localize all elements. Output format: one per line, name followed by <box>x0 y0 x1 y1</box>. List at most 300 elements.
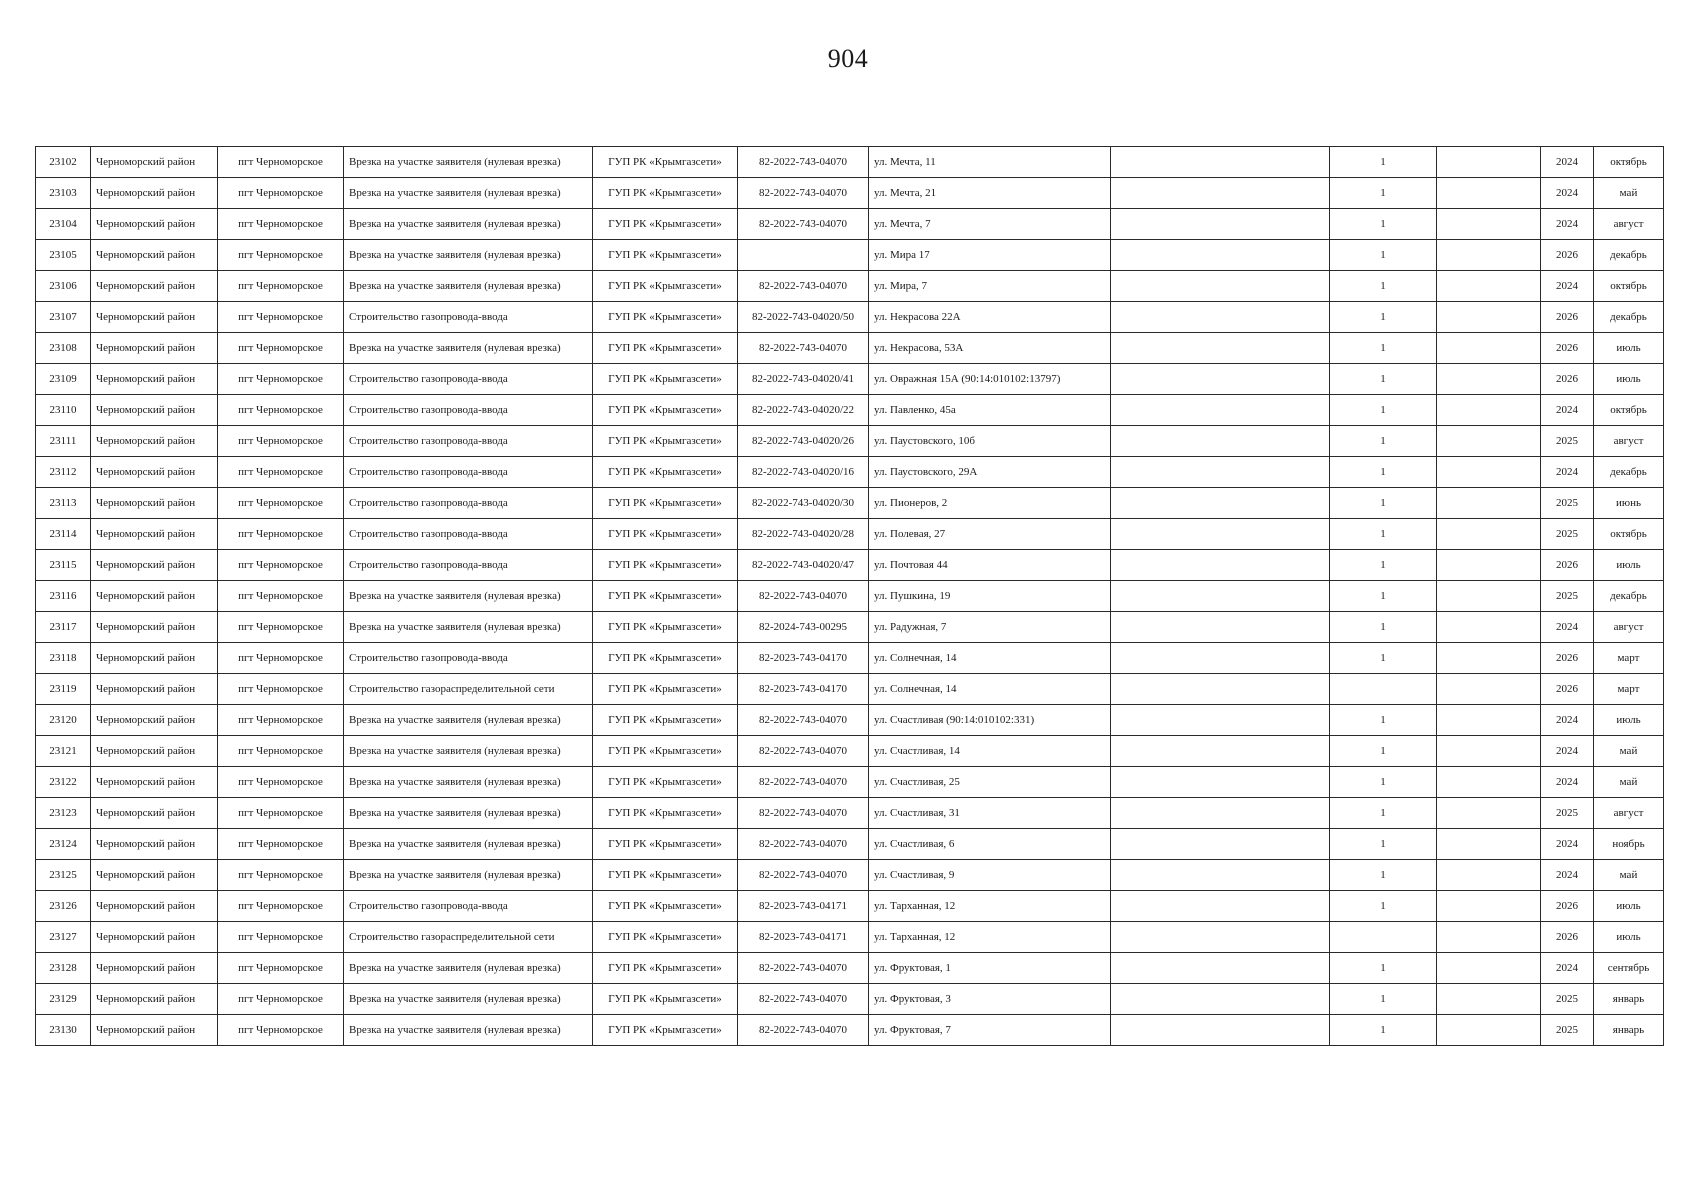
year-cell: 2025 <box>1541 1015 1594 1046</box>
quantity-cell: 1 <box>1330 736 1437 767</box>
empty-cell <box>1111 1015 1330 1046</box>
district-cell: Черноморский район <box>91 147 218 178</box>
project-code-cell: 82-2022-743-04070 <box>738 178 869 209</box>
district-cell: Черноморский район <box>91 457 218 488</box>
empty-cell <box>1437 550 1541 581</box>
month-cell: декабрь <box>1594 457 1664 488</box>
month-cell: май <box>1594 178 1664 209</box>
quantity-cell: 1 <box>1330 488 1437 519</box>
empty-cell <box>1111 643 1330 674</box>
district-cell: Черноморский район <box>91 209 218 240</box>
empty-cell <box>1437 488 1541 519</box>
address-cell: ул. Паустовского, 10б <box>869 426 1111 457</box>
quantity-cell <box>1330 674 1437 705</box>
project-code-cell: 82-2024-743-00295 <box>738 612 869 643</box>
work-type-cell: Врезка на участке заявителя (нулевая врезка) <box>344 271 593 302</box>
address-cell: ул. Счастливая, 9 <box>869 860 1111 891</box>
address-cell: ул. Радужная, 7 <box>869 612 1111 643</box>
work-type-cell: Строительство газопровода-ввода <box>344 426 593 457</box>
table-row <box>36 674 1664 705</box>
empty-cell <box>1437 271 1541 302</box>
empty-cell <box>1437 519 1541 550</box>
table-row <box>36 240 1664 271</box>
month-cell: март <box>1594 643 1664 674</box>
month-cell: август <box>1594 798 1664 829</box>
address-cell: ул. Фруктовая, 1 <box>869 953 1111 984</box>
empty-cell <box>1437 984 1541 1015</box>
table-row <box>36 302 1664 333</box>
organization-cell: ГУП РК «Крымгазсети» <box>593 674 738 705</box>
work-type-cell: Строительство газопровода-ввода <box>344 488 593 519</box>
district-cell: Черноморский район <box>91 984 218 1015</box>
row-number: 23121 <box>36 736 91 767</box>
quantity-cell: 1 <box>1330 271 1437 302</box>
address-cell: ул. Фруктовая, 7 <box>869 1015 1111 1046</box>
month-cell: май <box>1594 736 1664 767</box>
district-cell: Черноморский район <box>91 333 218 364</box>
settlement-cell: пгт Черноморское <box>218 612 344 643</box>
table-row <box>36 395 1664 426</box>
district-cell: Черноморский район <box>91 488 218 519</box>
district-cell: Черноморский район <box>91 736 218 767</box>
year-cell: 2025 <box>1541 488 1594 519</box>
empty-cell <box>1111 953 1330 984</box>
work-type-cell: Строительство газопровода-ввода <box>344 364 593 395</box>
table-row <box>36 953 1664 984</box>
empty-cell <box>1437 705 1541 736</box>
settlement-cell: пгт Черноморское <box>218 333 344 364</box>
table-row <box>36 829 1664 860</box>
year-cell: 2024 <box>1541 271 1594 302</box>
empty-cell <box>1111 891 1330 922</box>
organization-cell: ГУП РК «Крымгазсети» <box>593 457 738 488</box>
year-cell: 2025 <box>1541 581 1594 612</box>
address-cell: ул. Почтовая 44 <box>869 550 1111 581</box>
month-cell: ноябрь <box>1594 829 1664 860</box>
year-cell: 2024 <box>1541 457 1594 488</box>
table-row <box>36 984 1664 1015</box>
year-cell: 2026 <box>1541 643 1594 674</box>
year-cell: 2025 <box>1541 798 1594 829</box>
row-number: 23122 <box>36 767 91 798</box>
settlement-cell: пгт Черноморское <box>218 798 344 829</box>
work-type-cell: Врезка на участке заявителя (нулевая врезка) <box>344 178 593 209</box>
row-number: 23119 <box>36 674 91 705</box>
year-cell: 2024 <box>1541 736 1594 767</box>
project-code-cell: 82-2022-743-04070 <box>738 860 869 891</box>
empty-cell <box>1437 581 1541 612</box>
work-type-cell: Врезка на участке заявителя (нулевая врезка) <box>344 1015 593 1046</box>
row-number: 23111 <box>36 426 91 457</box>
district-cell: Черноморский район <box>91 581 218 612</box>
district-cell: Черноморский район <box>91 364 218 395</box>
empty-cell <box>1111 426 1330 457</box>
table-row <box>36 891 1664 922</box>
work-type-cell: Врезка на участке заявителя (нулевая врезка) <box>344 333 593 364</box>
month-cell: июль <box>1594 333 1664 364</box>
district-cell: Черноморский район <box>91 240 218 271</box>
table-row <box>36 364 1664 395</box>
year-cell: 2026 <box>1541 333 1594 364</box>
work-type-cell: Врезка на участке заявителя (нулевая врезка) <box>344 953 593 984</box>
table-row <box>36 612 1664 643</box>
settlement-cell: пгт Черноморское <box>218 581 344 612</box>
address-cell: ул. Тарханная, 12 <box>869 891 1111 922</box>
work-type-cell: Врезка на участке заявителя (нулевая врезка) <box>344 147 593 178</box>
district-cell: Черноморский район <box>91 178 218 209</box>
row-number: 23114 <box>36 519 91 550</box>
work-type-cell: Строительство газопровода-ввода <box>344 302 593 333</box>
empty-cell <box>1437 364 1541 395</box>
project-code-cell: 82-2022-743-04020/47 <box>738 550 869 581</box>
work-type-cell: Врезка на участке заявителя (нулевая врезка) <box>344 860 593 891</box>
organization-cell: ГУП РК «Крымгазсети» <box>593 581 738 612</box>
district-cell: Черноморский район <box>91 674 218 705</box>
district-cell: Черноморский район <box>91 519 218 550</box>
organization-cell: ГУП РК «Крымгазсети» <box>593 736 738 767</box>
empty-cell <box>1111 860 1330 891</box>
district-cell: Черноморский район <box>91 891 218 922</box>
address-cell: ул. Овражная 15А (90:14:010102:13797) <box>869 364 1111 395</box>
address-cell: ул. Счастливая (90:14:010102:331) <box>869 705 1111 736</box>
project-code-cell: 82-2022-743-04070 <box>738 209 869 240</box>
month-cell: июль <box>1594 922 1664 953</box>
year-cell: 2024 <box>1541 612 1594 643</box>
organization-cell: ГУП РК «Крымгазсети» <box>593 178 738 209</box>
district-cell: Черноморский район <box>91 860 218 891</box>
row-number: 23123 <box>36 798 91 829</box>
quantity-cell: 1 <box>1330 860 1437 891</box>
row-number: 23107 <box>36 302 91 333</box>
address-cell: ул. Мечта, 11 <box>869 147 1111 178</box>
empty-cell <box>1437 829 1541 860</box>
year-cell: 2024 <box>1541 829 1594 860</box>
row-number: 23117 <box>36 612 91 643</box>
settlement-cell: пгт Черноморское <box>218 860 344 891</box>
settlement-cell: пгт Черноморское <box>218 271 344 302</box>
year-cell: 2026 <box>1541 240 1594 271</box>
work-type-cell: Строительство газопровода-ввода <box>344 643 593 674</box>
address-cell: ул. Солнечная, 14 <box>869 674 1111 705</box>
address-cell: ул. Мира 17 <box>869 240 1111 271</box>
project-code-cell: 82-2022-743-04020/50 <box>738 302 869 333</box>
empty-cell <box>1437 767 1541 798</box>
year-cell: 2026 <box>1541 364 1594 395</box>
empty-cell <box>1111 395 1330 426</box>
settlement-cell: пгт Черноморское <box>218 519 344 550</box>
year-cell: 2026 <box>1541 550 1594 581</box>
quantity-cell: 1 <box>1330 519 1437 550</box>
district-cell: Черноморский район <box>91 798 218 829</box>
settlement-cell: пгт Черноморское <box>218 1015 344 1046</box>
settlement-cell: пгт Черноморское <box>218 302 344 333</box>
empty-cell <box>1111 581 1330 612</box>
district-cell: Черноморский район <box>91 767 218 798</box>
organization-cell: ГУП РК «Крымгазсети» <box>593 426 738 457</box>
year-cell: 2026 <box>1541 922 1594 953</box>
address-cell: ул. Полевая, 27 <box>869 519 1111 550</box>
settlement-cell: пгт Черноморское <box>218 767 344 798</box>
table-row <box>36 209 1664 240</box>
district-cell: Черноморский район <box>91 1015 218 1046</box>
settlement-cell: пгт Черноморское <box>218 953 344 984</box>
district-cell: Черноморский район <box>91 426 218 457</box>
row-number: 23109 <box>36 364 91 395</box>
empty-cell <box>1111 209 1330 240</box>
organization-cell: ГУП РК «Крымгазсети» <box>593 860 738 891</box>
month-cell: октябрь <box>1594 395 1664 426</box>
settlement-cell: пгт Черноморское <box>218 922 344 953</box>
empty-cell <box>1111 519 1330 550</box>
month-cell: август <box>1594 209 1664 240</box>
empty-cell <box>1111 612 1330 643</box>
empty-cell <box>1437 147 1541 178</box>
table-body <box>36 147 1664 1046</box>
project-code-cell: 82-2022-743-04020/41 <box>738 364 869 395</box>
row-number: 23116 <box>36 581 91 612</box>
settlement-cell: пгт Черноморское <box>218 829 344 860</box>
settlement-cell: пгт Черноморское <box>218 674 344 705</box>
settlement-cell: пгт Черноморское <box>218 364 344 395</box>
work-type-cell: Врезка на участке заявителя (нулевая врезка) <box>344 581 593 612</box>
empty-cell <box>1437 209 1541 240</box>
quantity-cell: 1 <box>1330 240 1437 271</box>
work-type-cell: Врезка на участке заявителя (нулевая врезка) <box>344 705 593 736</box>
address-cell: ул. Паустовского, 29А <box>869 457 1111 488</box>
year-cell: 2024 <box>1541 395 1594 426</box>
empty-cell <box>1111 922 1330 953</box>
empty-cell <box>1437 860 1541 891</box>
month-cell: январь <box>1594 1015 1664 1046</box>
work-type-cell: Врезка на участке заявителя (нулевая врезка) <box>344 798 593 829</box>
project-code-cell: 82-2022-743-04070 <box>738 767 869 798</box>
settlement-cell: пгт Черноморское <box>218 457 344 488</box>
address-cell: ул. Фруктовая, 3 <box>869 984 1111 1015</box>
district-cell: Черноморский район <box>91 271 218 302</box>
project-code-cell: 82-2023-743-04170 <box>738 674 869 705</box>
table-row <box>36 736 1664 767</box>
settlement-cell: пгт Черноморское <box>218 240 344 271</box>
project-code-cell: 82-2022-743-04070 <box>738 147 869 178</box>
project-code-cell: 82-2022-743-04070 <box>738 1015 869 1046</box>
empty-cell <box>1111 240 1330 271</box>
work-type-cell: Врезка на участке заявителя (нулевая врезка) <box>344 240 593 271</box>
month-cell: июль <box>1594 550 1664 581</box>
empty-cell <box>1111 457 1330 488</box>
district-cell: Черноморский район <box>91 395 218 426</box>
work-type-cell: Строительство газопровода-ввода <box>344 519 593 550</box>
organization-cell: ГУП РК «Крымгазсети» <box>593 953 738 984</box>
empty-cell <box>1437 240 1541 271</box>
quantity-cell: 1 <box>1330 798 1437 829</box>
quantity-cell: 1 <box>1330 333 1437 364</box>
organization-cell: ГУП РК «Крымгазсети» <box>593 364 738 395</box>
empty-cell <box>1437 674 1541 705</box>
year-cell: 2024 <box>1541 767 1594 798</box>
work-type-cell: Строительство газопровода-ввода <box>344 457 593 488</box>
address-cell: ул. Мечта, 21 <box>869 178 1111 209</box>
organization-cell: ГУП РК «Крымгазсети» <box>593 271 738 302</box>
organization-cell: ГУП РК «Крымгазсети» <box>593 209 738 240</box>
table-row <box>36 519 1664 550</box>
project-code-cell: 82-2022-743-04070 <box>738 271 869 302</box>
district-cell: Черноморский район <box>91 302 218 333</box>
empty-cell <box>1111 550 1330 581</box>
empty-cell <box>1437 395 1541 426</box>
table-row <box>36 147 1664 178</box>
quantity-cell: 1 <box>1330 829 1437 860</box>
organization-cell: ГУП РК «Крымгазсети» <box>593 705 738 736</box>
row-number: 23128 <box>36 953 91 984</box>
work-type-cell: Строительство газопровода-ввода <box>344 550 593 581</box>
row-number: 23103 <box>36 178 91 209</box>
month-cell: декабрь <box>1594 240 1664 271</box>
quantity-cell: 1 <box>1330 426 1437 457</box>
district-cell: Черноморский район <box>91 550 218 581</box>
settlement-cell: пгт Черноморское <box>218 984 344 1015</box>
empty-cell <box>1111 705 1330 736</box>
empty-cell <box>1111 178 1330 209</box>
empty-cell <box>1437 798 1541 829</box>
empty-cell <box>1111 147 1330 178</box>
organization-cell: ГУП РК «Крымгазсети» <box>593 612 738 643</box>
gasification-table-container <box>35 146 1664 1046</box>
district-cell: Черноморский район <box>91 829 218 860</box>
empty-cell <box>1111 488 1330 519</box>
quantity-cell: 1 <box>1330 550 1437 581</box>
month-cell: июль <box>1594 705 1664 736</box>
project-code-cell: 82-2022-743-04020/28 <box>738 519 869 550</box>
empty-cell <box>1111 333 1330 364</box>
work-type-cell: Врезка на участке заявителя (нулевая врезка) <box>344 736 593 767</box>
empty-cell <box>1111 736 1330 767</box>
work-type-cell: Строительство газораспределительной сети <box>344 922 593 953</box>
address-cell: ул. Солнечная, 14 <box>869 643 1111 674</box>
quantity-cell: 1 <box>1330 984 1437 1015</box>
settlement-cell: пгт Черноморское <box>218 736 344 767</box>
empty-cell <box>1437 426 1541 457</box>
address-cell: ул. Павленко, 45а <box>869 395 1111 426</box>
address-cell: ул. Некрасова, 53А <box>869 333 1111 364</box>
month-cell: декабрь <box>1594 302 1664 333</box>
month-cell: июль <box>1594 364 1664 395</box>
month-cell: сентябрь <box>1594 953 1664 984</box>
project-code-cell: 82-2023-743-04171 <box>738 922 869 953</box>
settlement-cell: пгт Черноморское <box>218 178 344 209</box>
year-cell: 2024 <box>1541 147 1594 178</box>
project-code-cell: 82-2022-743-04020/26 <box>738 426 869 457</box>
year-cell: 2026 <box>1541 674 1594 705</box>
empty-cell <box>1437 736 1541 767</box>
row-number: 23125 <box>36 860 91 891</box>
row-number: 23112 <box>36 457 91 488</box>
month-cell: август <box>1594 612 1664 643</box>
project-code-cell: 82-2022-743-04070 <box>738 829 869 860</box>
empty-cell <box>1437 178 1541 209</box>
quantity-cell <box>1330 922 1437 953</box>
quantity-cell: 1 <box>1330 643 1437 674</box>
settlement-cell: пгт Черноморское <box>218 488 344 519</box>
row-number: 23115 <box>36 550 91 581</box>
table-row <box>36 643 1664 674</box>
row-number: 23130 <box>36 1015 91 1046</box>
empty-cell <box>1437 643 1541 674</box>
month-cell: март <box>1594 674 1664 705</box>
year-cell: 2025 <box>1541 519 1594 550</box>
row-number: 23102 <box>36 147 91 178</box>
work-type-cell: Врезка на участке заявителя (нулевая врезка) <box>344 612 593 643</box>
row-number: 23118 <box>36 643 91 674</box>
table-row <box>36 178 1664 209</box>
empty-cell <box>1111 798 1330 829</box>
work-type-cell: Строительство газопровода-ввода <box>344 395 593 426</box>
table-row <box>36 550 1664 581</box>
year-cell: 2026 <box>1541 302 1594 333</box>
organization-cell: ГУП РК «Крымгазсети» <box>593 147 738 178</box>
organization-cell: ГУП РК «Крымгазсети» <box>593 922 738 953</box>
month-cell: октябрь <box>1594 147 1664 178</box>
table-row <box>36 860 1664 891</box>
month-cell: июнь <box>1594 488 1664 519</box>
table-row <box>36 426 1664 457</box>
empty-cell <box>1437 333 1541 364</box>
work-type-cell: Врезка на участке заявителя (нулевая врезка) <box>344 984 593 1015</box>
project-code-cell: 82-2023-743-04170 <box>738 643 869 674</box>
empty-cell <box>1111 271 1330 302</box>
work-type-cell: Врезка на участке заявителя (нулевая врезка) <box>344 767 593 798</box>
row-number: 23105 <box>36 240 91 271</box>
work-type-cell: Строительство газораспределительной сети <box>344 674 593 705</box>
table-row <box>36 1015 1664 1046</box>
project-code-cell <box>738 240 869 271</box>
table-row <box>36 333 1664 364</box>
empty-cell <box>1437 891 1541 922</box>
settlement-cell: пгт Черноморское <box>218 891 344 922</box>
empty-cell <box>1111 767 1330 798</box>
project-code-cell: 82-2022-743-04020/30 <box>738 488 869 519</box>
quantity-cell: 1 <box>1330 767 1437 798</box>
settlement-cell: пгт Черноморское <box>218 705 344 736</box>
organization-cell: ГУП РК «Крымгазсети» <box>593 984 738 1015</box>
settlement-cell: пгт Черноморское <box>218 550 344 581</box>
row-number: 23129 <box>36 984 91 1015</box>
table-row <box>36 705 1664 736</box>
year-cell: 2025 <box>1541 984 1594 1015</box>
row-number: 23124 <box>36 829 91 860</box>
month-cell: октябрь <box>1594 519 1664 550</box>
table-row <box>36 798 1664 829</box>
month-cell: май <box>1594 767 1664 798</box>
month-cell: октябрь <box>1594 271 1664 302</box>
work-type-cell: Врезка на участке заявителя (нулевая врезка) <box>344 209 593 240</box>
project-code-cell: 82-2022-743-04070 <box>738 736 869 767</box>
organization-cell: ГУП РК «Крымгазсети» <box>593 519 738 550</box>
organization-cell: ГУП РК «Крымгазсети» <box>593 488 738 519</box>
organization-cell: ГУП РК «Крымгазсети» <box>593 302 738 333</box>
quantity-cell: 1 <box>1330 395 1437 426</box>
address-cell: ул. Счастливая, 6 <box>869 829 1111 860</box>
table-row <box>36 271 1664 302</box>
quantity-cell: 1 <box>1330 209 1437 240</box>
project-code-cell: 82-2022-743-04070 <box>738 705 869 736</box>
empty-cell <box>1437 922 1541 953</box>
row-number: 23104 <box>36 209 91 240</box>
address-cell: ул. Мира, 7 <box>869 271 1111 302</box>
table-row <box>36 922 1664 953</box>
settlement-cell: пгт Черноморское <box>218 209 344 240</box>
quantity-cell: 1 <box>1330 581 1437 612</box>
organization-cell: ГУП РК «Крымгазсети» <box>593 891 738 922</box>
